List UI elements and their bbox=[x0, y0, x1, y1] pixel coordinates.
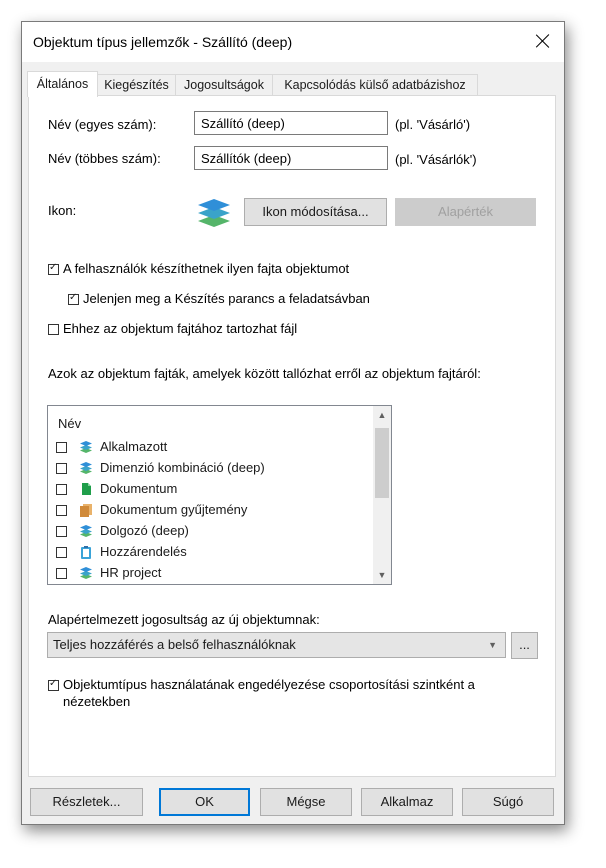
tab-general[interactable]: Általános bbox=[27, 71, 98, 97]
grouping-label: Objektumtípus használatának engedélyezése csoportosítási szintként a nézetekben bbox=[63, 677, 475, 709]
layers-icon bbox=[79, 440, 93, 454]
chevron-down-icon: ▼ bbox=[488, 640, 497, 650]
list-item-checkbox[interactable] bbox=[56, 463, 67, 474]
tab-permissions[interactable]: Jogosultságok bbox=[175, 74, 273, 96]
tab-external-db[interactable]: Kapcsolódás külső adatbázishoz bbox=[272, 74, 478, 96]
layers-icon bbox=[79, 524, 93, 538]
grouping-checkbox[interactable] bbox=[48, 680, 59, 691]
title-bar bbox=[22, 22, 564, 62]
list-item-label: Dolgozó (deep) bbox=[100, 523, 189, 538]
list-item-label: Dokumentum gyűjtemény bbox=[100, 502, 248, 517]
list-item-label: Hozzárendelés bbox=[100, 544, 187, 559]
show-in-taskbar-label: Jelenjen meg a Készítés parancs a feladatsávban bbox=[83, 291, 370, 306]
list-item-label: HR project bbox=[100, 565, 162, 580]
list-item[interactable] bbox=[48, 437, 368, 458]
name-singular-hint: (pl. 'Vásárló') bbox=[395, 117, 471, 132]
clipboard-icon bbox=[79, 545, 93, 559]
list-item-checkbox[interactable] bbox=[56, 484, 67, 495]
list-item-checkbox[interactable] bbox=[56, 547, 67, 558]
help-button[interactable]: Súgó bbox=[462, 788, 554, 816]
list-item-checkbox[interactable] bbox=[56, 526, 67, 537]
browse-types-label: Azok az objektum fajták, amelyek között tallózhat erről az objektum fajtáról: bbox=[48, 366, 481, 381]
document-collection-icon bbox=[79, 503, 93, 517]
can-create-checkbox[interactable] bbox=[48, 264, 59, 275]
default-permission-label: Alapértelmezett jogosultság az új objektumnak: bbox=[48, 612, 320, 627]
file-allowed-checkbox[interactable] bbox=[48, 324, 59, 335]
scrollbar-thumb[interactable] bbox=[375, 428, 389, 498]
document-icon bbox=[79, 482, 93, 496]
tab-supplement[interactable]: Kiegészítés bbox=[97, 74, 176, 96]
chevron-up-icon[interactable]: ▲ bbox=[377, 410, 387, 420]
details-button[interactable]: Részletek... bbox=[30, 788, 143, 816]
can-create-label: A felhasználók készíthetnek ilyen fajta objektumot bbox=[63, 261, 350, 276]
name-plural-label: Név (többes szám): bbox=[48, 151, 161, 166]
chevron-down-icon[interactable]: ▼ bbox=[377, 570, 387, 580]
name-singular-label: Név (egyes szám): bbox=[48, 117, 157, 132]
layers-icon bbox=[79, 461, 93, 475]
list-item[interactable] bbox=[48, 500, 368, 521]
layers-icon bbox=[79, 566, 93, 580]
list-item-checkbox[interactable] bbox=[56, 568, 67, 579]
default-permission-select[interactable] bbox=[47, 632, 506, 658]
default-icon-button[interactable]: Alapérték bbox=[395, 198, 536, 226]
show-in-taskbar-checkbox[interactable] bbox=[68, 294, 79, 305]
cancel-button[interactable]: Mégse bbox=[260, 788, 352, 816]
default-permission-value: Teljes hozzáférés a belső felhasználóknak bbox=[53, 637, 296, 652]
icon-label: Ikon: bbox=[48, 203, 77, 218]
apply-button[interactable]: Alkalmaz bbox=[361, 788, 453, 816]
name-plural-input[interactable] bbox=[194, 146, 388, 170]
name-singular-input[interactable] bbox=[194, 111, 388, 135]
list-item-checkbox[interactable] bbox=[56, 505, 67, 516]
list-column-name[interactable]: Név bbox=[58, 416, 82, 431]
list-item-checkbox[interactable] bbox=[56, 442, 67, 453]
list-item[interactable] bbox=[48, 542, 368, 563]
list-item-label: Alkalmazott bbox=[100, 439, 168, 454]
object-type-list[interactable] bbox=[47, 405, 392, 585]
file-allowed-label: Ehhez az objektum fajtához tartozhat fájl bbox=[63, 321, 298, 336]
permission-more-button[interactable]: ... bbox=[511, 632, 538, 659]
list-item-label: Dokumentum bbox=[100, 481, 178, 496]
list-item[interactable] bbox=[48, 479, 368, 500]
change-icon-button[interactable]: Ikon módosítása... bbox=[244, 198, 387, 226]
list-item-label: Dimenzió kombináció (deep) bbox=[100, 460, 265, 475]
close-icon[interactable] bbox=[534, 32, 552, 50]
list-item[interactable] bbox=[48, 521, 368, 542]
name-plural-hint: (pl. 'Vásárlók') bbox=[395, 152, 477, 167]
list-item[interactable] bbox=[48, 458, 368, 479]
ok-button[interactable]: OK bbox=[159, 788, 250, 816]
window-title: Objektum típus jellemzők - Szállító (deep) bbox=[33, 34, 293, 50]
layers-icon bbox=[196, 195, 232, 227]
list-scrollbar[interactable] bbox=[373, 406, 391, 584]
list-item[interactable] bbox=[48, 563, 368, 584]
